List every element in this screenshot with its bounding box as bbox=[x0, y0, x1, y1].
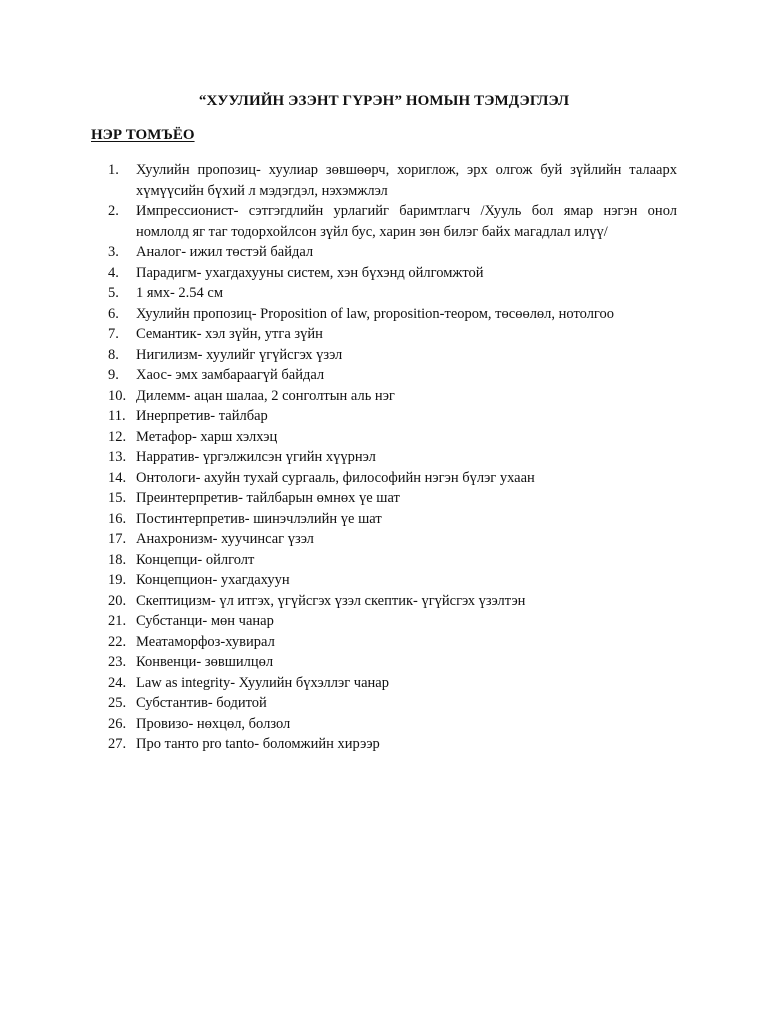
list-item bbox=[108, 509, 677, 530]
list-item bbox=[108, 673, 677, 694]
item-number: 17. bbox=[108, 531, 127, 547]
list-item bbox=[108, 468, 677, 489]
document-title: “ХУУЛИЙН ЭЗЭНТ ГҮРЭН” НОМЫН ТЭМДЭГЛЭЛ bbox=[198, 93, 570, 109]
item-number: 18. bbox=[108, 551, 127, 568]
term-list bbox=[108, 160, 677, 755]
item-text: Онтологи- ахуйн тухай сургааль, философийн нэгэн бүлэг ухаан bbox=[136, 469, 535, 486]
item-text: Дилемм- ацан шалаа, 2 сонголтын аль нэг bbox=[136, 387, 395, 404]
item-text: Меатаморфоз-хувирал bbox=[136, 633, 275, 650]
list-item bbox=[108, 160, 677, 201]
list-item bbox=[108, 550, 677, 571]
item-text: Парадигм- ухагдахууны систем, хэн бүхэнд ойлгомжтой bbox=[136, 264, 484, 281]
list-item bbox=[108, 447, 677, 468]
item-number: 6. bbox=[108, 305, 119, 322]
list-item bbox=[108, 283, 677, 304]
item-text: Про танто pro tanto- боломжийн хирээр bbox=[136, 736, 380, 752]
list-item bbox=[108, 591, 677, 612]
item-text: Аналог- ижил төстэй байдал bbox=[136, 244, 314, 260]
item-number: 19. bbox=[108, 572, 127, 588]
item-text: Хуулийн пропозиц- Proposition of law, proposition-теором, төсөөлөл, нотолгоо bbox=[136, 305, 615, 322]
item-text: Концепцион- ухагдахуун bbox=[136, 572, 290, 588]
list-item bbox=[108, 427, 677, 448]
item-text: Хаос- эмх замбараагүй байдал bbox=[136, 367, 325, 383]
item-text: Импрессионист- сэтгэгдлийн урлагийг баримтлагч /Хууль бол ямар нэгэн онол номлолд яг таг тодорхойлсон зүйл бус, харин зөн билэг байх магадлал илүү/ bbox=[136, 203, 677, 240]
item-text: Law as integrity- Хуулийн бүхэллэг чанар bbox=[136, 674, 389, 691]
list-item bbox=[108, 488, 677, 509]
item-number: 9. bbox=[108, 367, 119, 383]
list-item bbox=[108, 324, 677, 345]
list-item bbox=[108, 714, 677, 735]
list-item bbox=[108, 304, 677, 325]
item-number: 14. bbox=[108, 469, 127, 486]
list-item bbox=[108, 570, 677, 591]
item-number: 8. bbox=[108, 346, 119, 363]
item-text: Нигилизм- хуулийг үгүйсгэх үзэл bbox=[136, 346, 343, 363]
item-text: Субстантив- бодитой bbox=[136, 695, 267, 711]
item-number: 7. bbox=[108, 326, 119, 342]
item-text: Постинтерпретив- шинэчлэлийн үе шат bbox=[136, 510, 382, 527]
item-text: Скептицизм- үл итгэх, үгүйсгэх үзэл скептик- үгүйсгэх үзэлтэн bbox=[136, 592, 526, 609]
list-item bbox=[108, 242, 677, 263]
item-number: 24. bbox=[108, 674, 127, 691]
item-text: Хуулийн пропозиц- хуулиар зөвшөөрч, хориглож, эрх олгож буй зүйлийн талаарх хүмүүсийн бүхий л мэдэгдэл, нэхэмжлэл bbox=[136, 162, 677, 199]
item-number: 1. bbox=[108, 162, 119, 178]
item-number: 16. bbox=[108, 510, 127, 527]
item-number: 4. bbox=[108, 264, 119, 281]
item-text: Провизо- нөхцөл, болзол bbox=[136, 715, 291, 732]
list-item bbox=[108, 263, 677, 284]
item-number: 5. bbox=[108, 285, 119, 301]
item-text: Нарратив- үргэлжилсэн үгийн хүүрнэл bbox=[136, 449, 376, 465]
item-number: 3. bbox=[108, 244, 119, 260]
item-number: 22. bbox=[108, 633, 127, 650]
list-item bbox=[108, 611, 677, 632]
list-item bbox=[108, 632, 677, 653]
list-item bbox=[108, 734, 677, 755]
item-number: 20. bbox=[108, 592, 127, 609]
list-item bbox=[108, 386, 677, 407]
item-text: Инерпретив- тайлбар bbox=[136, 408, 268, 424]
item-number: 13. bbox=[108, 449, 127, 465]
item-number: 23. bbox=[108, 654, 127, 670]
list-item bbox=[108, 406, 677, 427]
item-number: 15. bbox=[108, 490, 127, 506]
item-text: Концепци- ойлголт bbox=[136, 551, 255, 568]
item-number: 11. bbox=[108, 408, 126, 424]
item-number: 2. bbox=[108, 203, 119, 219]
item-number: 10. bbox=[108, 387, 127, 404]
section-heading: НЭР ТОМЪЁО bbox=[91, 127, 195, 143]
item-text: Метафор- харш хэлхэц bbox=[136, 428, 278, 445]
item-number: 26. bbox=[108, 715, 127, 732]
list-item bbox=[108, 345, 677, 366]
item-text: Конвенци- зөвшилцөл bbox=[136, 654, 274, 670]
item-text: Семантик- хэл зүйн, утга зүйн bbox=[136, 326, 323, 342]
item-text: Преинтерпретив- тайлбарын өмнөх үе шат bbox=[136, 490, 400, 506]
list-item bbox=[108, 693, 677, 714]
list-item bbox=[108, 365, 677, 386]
list-item bbox=[108, 652, 677, 673]
list-item bbox=[108, 201, 677, 242]
item-text: Субстанци- мөн чанар bbox=[136, 613, 274, 629]
item-number: 27. bbox=[108, 736, 127, 752]
list-item bbox=[108, 529, 677, 550]
item-text: 1 ямх- 2.54 см bbox=[136, 285, 224, 301]
item-text: Анахронизм- хуучинсаг үзэл bbox=[136, 531, 314, 547]
item-number: 12. bbox=[108, 428, 127, 445]
item-number: 21. bbox=[108, 613, 127, 629]
item-number: 25. bbox=[108, 695, 127, 711]
